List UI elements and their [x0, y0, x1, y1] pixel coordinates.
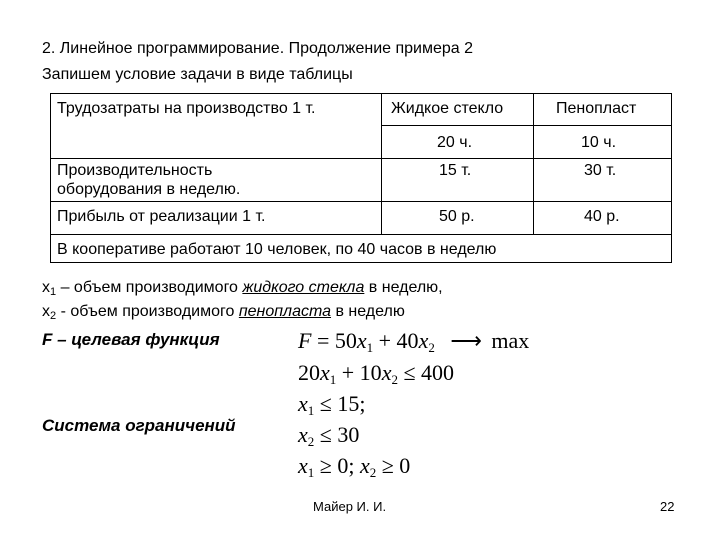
constraint-nonneg: $x_1 \ge 0$; $x_2 \ge 0$ [298, 453, 411, 480]
profit-label: Прибыль от реализации 1 т. [57, 208, 266, 225]
constraint-labor: $20x_1 + 10x_2 \le 400$ [298, 360, 455, 387]
table-divider-h1 [381, 125, 671, 126]
table-divider-v2 [533, 94, 534, 234]
page-number: 22 [660, 499, 675, 514]
labor-liquid-glass: 20 ч. [437, 134, 473, 151]
productivity-label-line2: оборудования в неделю. [57, 181, 241, 198]
table-divider-h2 [51, 158, 671, 159]
variable-x2-definition: $x_2$ - объем производимого пенопласта в неделю [42, 303, 405, 322]
productivity-liquid-glass: 15 т. [439, 162, 472, 179]
slide-subtitle: Запишем условие задачи в виде таблицы [42, 66, 353, 83]
variable-x1-definition: $x_1$ – объем производимого жидкого стекла в неделю, [42, 279, 443, 298]
maximize-arrow-icon: ⟶ [450, 328, 482, 353]
table-footer-note: В кооперативе работают 10 человек, по 40 часов в неделю [57, 241, 497, 258]
conditions-table [50, 93, 672, 263]
productivity-foam: 30 т. [584, 162, 617, 179]
header-foam: Пенопласт [556, 100, 637, 117]
table-divider-v1 [381, 94, 382, 234]
objective-label: F – целевая функция [42, 330, 220, 349]
table-divider-h4 [51, 234, 671, 235]
constraint-x2: $x_2 \le 30$ [298, 422, 360, 449]
constraint-x1: $x_1 \le 15$; [298, 391, 366, 418]
slide-title: 2. Линейное программирование. Продолжение примера 2 [42, 40, 474, 57]
productivity-label-line1: Производительность [57, 162, 213, 179]
header-liquid-glass: Жидкое стекло [391, 100, 504, 117]
profit-liquid-glass: 50 р. [439, 208, 475, 225]
author: Майер И. И. [313, 499, 387, 514]
constraints-label: Система ограничений [42, 416, 236, 435]
table-divider-h3 [51, 201, 671, 202]
labor-foam: 10 ч. [581, 134, 617, 151]
objective-formula: $F = 50x_1 + 40x_2$ ⟶ max [298, 328, 530, 355]
profit-foam: 40 р. [584, 208, 620, 225]
header-row-label: Трудозатраты на производство 1 т. [57, 100, 316, 117]
